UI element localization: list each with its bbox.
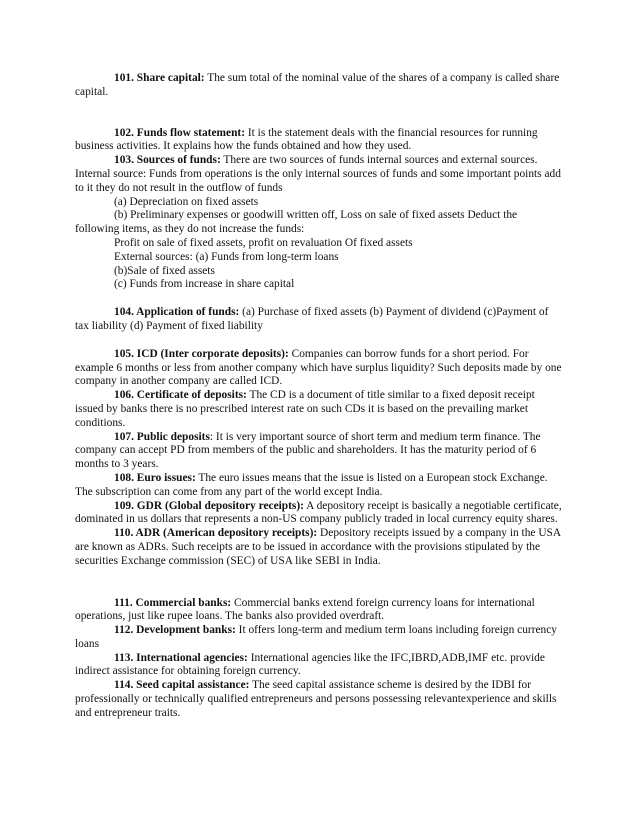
entry-114	[75, 679, 565, 720]
entry-105	[75, 348, 565, 389]
entry-109	[75, 500, 565, 528]
entry-text: Companies can borrow funds for a short period. For example 6 months or less from another company which have surplus liquidity? Such deposits made by one company in another company are called ICD.	[75, 347, 562, 388]
entry-term: 106. Certificate of deposits:	[114, 389, 247, 402]
entry-106	[75, 389, 565, 430]
entry-term: 103. Sources of funds:	[114, 154, 221, 167]
entry-text: A depository receipt is basically a negotiable certificate, dominated in us dollars that represents a non-US company publicly traded in local currency equity shares.	[75, 499, 562, 526]
entry-text: The seed capital assistance scheme is desired by the IDBI for professionally or technically qualified entrepreneurs and persons possessing relevantexperience and skills and entrepreneur traits.	[75, 679, 557, 719]
entry-108	[75, 472, 565, 500]
entry-113	[75, 652, 565, 680]
entry-101	[75, 72, 565, 100]
entry-111	[75, 597, 565, 625]
list-item: Profit on sale of fixed assets, profit on revaluation Of fixed assets	[114, 236, 413, 249]
entry-text: Depository receipts issued by a company in the USA are known as ADRs. Such receipts are to be issued in accordance with the provisions stipulated by the securities Exchange commission (SEC) of USA like SEBI in India.	[75, 527, 561, 567]
entry-term: 107. Public deposits	[114, 430, 210, 443]
list-item: (b)Sale of fixed assets	[114, 264, 215, 277]
document-body	[75, 72, 565, 721]
entry-term: 108. Euro issues:	[114, 471, 196, 484]
entry-term: 114. Seed capital assistance:	[114, 679, 250, 692]
list-item: (c) Funds from increase in share capital	[114, 278, 295, 291]
entry-text: International agencies like the IFC,IBRD,ADB,IMF etc. provide indirect assistance for obtaining foreign currency.	[75, 651, 545, 678]
entry-term: 112. Development banks:	[114, 624, 236, 637]
entry-term: 109. GDR (Global depository receipts):	[114, 499, 304, 512]
list-item: (a) Depreciation on fixed assets	[114, 195, 259, 208]
entry-text: There are two sources of funds internal sources and external sources. Internal source: Funds from operations is the only internal sources of funds and some important points add to it they do not result in the outflow of funds	[75, 154, 561, 194]
entry-text: It offers long-term and medium term loans including foreign currency loans	[75, 624, 557, 650]
entry-term: 102. Funds flow statement:	[114, 126, 245, 139]
entry-text: The sum total of the nominal value of the shares of a company is called share capital.	[75, 72, 560, 98]
list-item-continuation: following items, as they do not increase the funds:	[75, 223, 305, 236]
entry-term: 110. ADR (American depository receipts):	[114, 527, 318, 540]
entry-112	[75, 624, 565, 652]
entry-term: 104. Application of funds:	[114, 306, 240, 319]
list-item: External sources: (a) Funds from long-term loans	[114, 250, 339, 263]
entry-104	[75, 306, 565, 334]
entry-text: : It is very important source of short term and medium term finance. The company can accept PD from members of the public and shareholders. It has the maturity period of 6 months to 3 years.	[75, 430, 541, 471]
entry-term: 113. International agencies:	[114, 651, 248, 664]
entry-text: It is the statement deals with the financial resources for running business activities. It explains how the funds obtained and how they used.	[75, 126, 538, 153]
entry-text: (a) Purchase of fixed assets (b) Payment of dividend (c)Payment of tax liability (d) Payment of fixed liability	[75, 306, 549, 332]
list-item: (b) Preliminary expenses or goodwill written off, Loss on sale of fixed assets Deduct the	[114, 209, 518, 222]
entry-term: 111. Commercial banks:	[114, 596, 232, 609]
entry-term: 105. ICD (Inter corporate deposits):	[114, 347, 289, 360]
entry-text: Commercial banks extend foreign currency loans for international operations, just like rupee loans. The banks also provided overdraft.	[75, 596, 535, 623]
entry-text: The euro issues means that the issue is listed on a European stock Exchange. The subscription can come from any part of the world except India.	[75, 471, 548, 498]
entry-102	[75, 127, 565, 155]
entry-107	[75, 431, 565, 472]
entry-text: The CD is a document of title similar to a fixed deposit receipt issued by banks there is no prescribed interest rate on such CDs it is based on the prevailing market conditions.	[75, 389, 535, 429]
entry-110	[75, 527, 565, 568]
entry-term: 101. Share capital:	[114, 72, 205, 84]
entry-103	[75, 154, 565, 195]
